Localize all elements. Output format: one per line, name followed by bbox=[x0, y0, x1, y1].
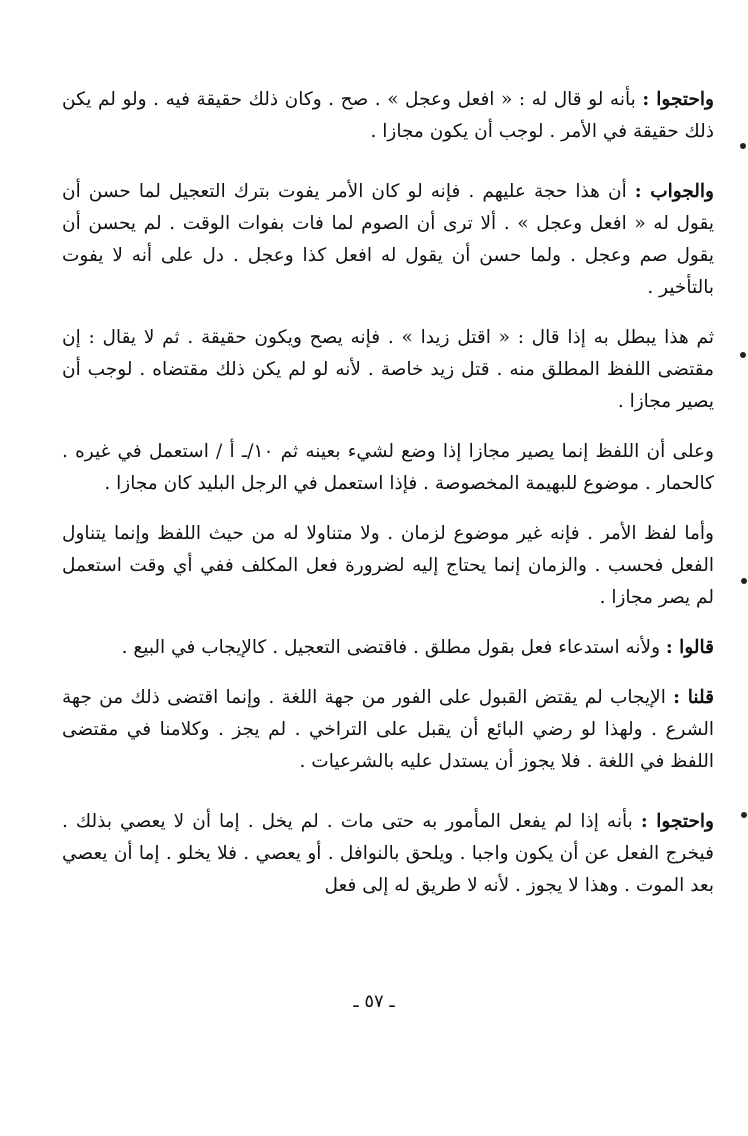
paragraph-3 bbox=[62, 322, 714, 418]
page-body bbox=[62, 84, 714, 902]
paragraph-6 bbox=[62, 632, 714, 664]
margin-dot-mark bbox=[740, 352, 746, 358]
paragraph-5 bbox=[62, 518, 714, 614]
paragraph-5-text: وأما لفظ الأمر . فإنه غير موضوع لزمان . ولا متناولا له من حيث اللفظ وإنما يتناول الفعل فحسب . والزمان إنما يحتاج إليه لضرورة فعل المكلف ففي أي وقت استعمل لم يصر مجازا . bbox=[62, 523, 714, 608]
paragraph-6-lead: قالوا : bbox=[665, 637, 714, 658]
paragraph-8 bbox=[62, 806, 714, 902]
paragraph-1 bbox=[62, 84, 714, 148]
paragraph-4 bbox=[62, 436, 714, 500]
paragraph-7-lead: قلنا : bbox=[673, 687, 714, 708]
paragraph-1-text: بأنه لو قال له : « افعل وعجل » . صح . وكان ذلك حقيقة فيه . ولو لم يكن ذلك حقيقة في الأمر . لوجب أن يكون مجازا . bbox=[62, 89, 714, 142]
margin-dot-mark bbox=[741, 812, 747, 818]
paragraph-7-text: الإيجاب لم يقتض القبول على الفور من جهة اللغة . وإنما اقتضى ذلك من جهة الشرع . ولهذا لو رضي البائع أن يقبل على التراخي . لم يجز . وكلامنا في مقتضى اللفظ في اللغة . فلا يجوز أن يستدل عليه بالشرعيات . bbox=[62, 687, 714, 772]
margin-dot-mark bbox=[741, 578, 747, 584]
paragraph-2 bbox=[62, 176, 714, 304]
paragraph-4-text: وعلى أن اللفظ إنما يصير مجازا إذا وضع لشيء بعينه ثم ١٠/ـ أ / استعمل في غيره . كالحمار . موضوع للبهيمة المخصوصة . فإذا استعمل في الرجل البليد كان مجازا . bbox=[62, 441, 714, 494]
margin-dot-mark bbox=[740, 143, 746, 149]
paragraph-3-text: ثم هذا يبطل به إذا قال : « اقتل زيدا » . فإنه يصح ويكون حقيقة . ثم لا يقال : إن مقتضى اللفظ المطلق منه . قتل زيد خاصة . لأنه لو لم يكن ذلك مقتضاه . لوجب أن يصير مجازا . bbox=[62, 327, 714, 412]
paragraph-8-text: بأنه إذا لم يفعل المأمور به حتى مات . لم يخل . إما أن لا يعصي بذلك . فيخرج الفعل عن أن يكون واجبا . ويلحق بالنوافل . أو يعصي . فلا يخلو . إما أن يعصي بعد الموت . وهذا لا يجوز . لأنه لا طريق له إلى فعل bbox=[62, 811, 714, 896]
paragraph-2-lead: والجواب : bbox=[634, 181, 714, 202]
page-number: ـ ٥٧ ـ bbox=[353, 991, 395, 1012]
paragraph-7 bbox=[62, 682, 714, 778]
paragraph-8-lead: واحتجوا : bbox=[640, 811, 714, 832]
paragraph-6-text: ولأنه استدعاء فعل بقول مطلق . فاقتضى التعجيل . كالإيجاب في البيع . bbox=[121, 637, 666, 658]
paragraph-1-lead: واحتجوا : bbox=[642, 89, 714, 110]
paragraph-2-text: أن هذا حجة عليهم . فإنه لو كان الأمر يفوت بترك التعجيل لما حسن أن يقول له « افعل وعجل » . ألا ترى أن الصوم لما فات بفوات الوقت . لم يحسن أن يقول صم وعجل . ولما حسن أن يقول له افعل كذا وعجل . دل على أنه لا يفوت بالتأخير . bbox=[62, 181, 714, 298]
